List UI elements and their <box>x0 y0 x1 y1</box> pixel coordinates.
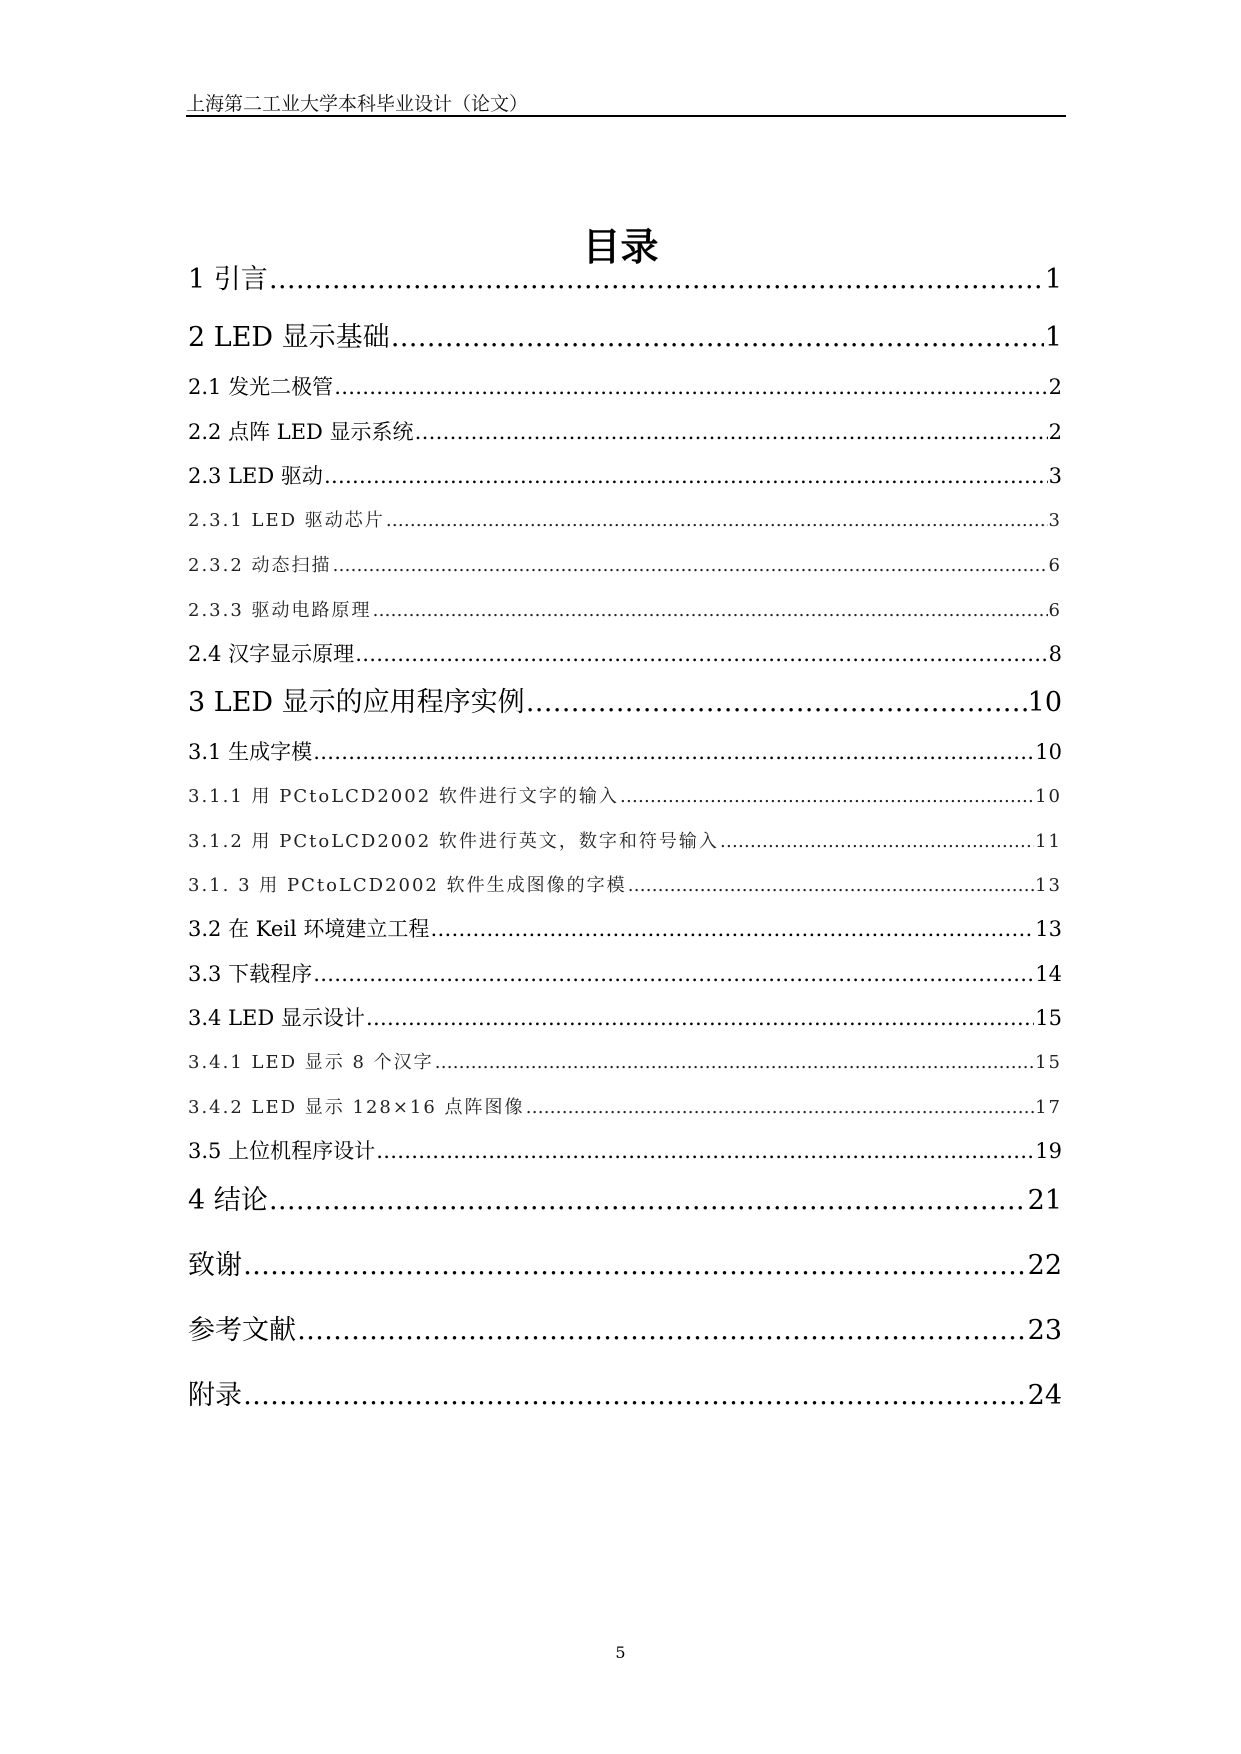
toc-entry-label: 2.3.1 LED 驱动芯片 <box>188 510 385 531</box>
toc-entry-label: 致谢 <box>188 1250 242 1281</box>
toc-entry-page: 6 <box>1048 555 1062 576</box>
toc-entry-page: 14 <box>1035 962 1062 986</box>
toc-leader <box>243 1380 1027 1411</box>
toc-entry-page: 8 <box>1048 642 1062 666</box>
toc-entry-label: 参考文献 <box>188 1315 296 1346</box>
toc-entry[interactable] <box>188 736 1062 766</box>
toc-entry[interactable] <box>188 1135 1062 1165</box>
toc-entry[interactable] <box>188 1048 1062 1074</box>
toc-entry-page: 21 <box>1027 1185 1062 1216</box>
toc-leader <box>269 264 1044 295</box>
toc-entry[interactable] <box>188 1243 1062 1282</box>
toc-leader <box>297 1315 1027 1346</box>
toc-entry-page: 3 <box>1048 510 1062 531</box>
toc-entry[interactable] <box>188 638 1062 668</box>
toc-entry-page: 3 <box>1048 464 1062 488</box>
toc-entry-page: 23 <box>1027 1315 1062 1346</box>
toc-leader <box>269 1185 1027 1216</box>
toc-entry-label: 2.2 点阵 LED 显示系统 <box>188 420 414 444</box>
page-number: 5 <box>615 1643 626 1662</box>
toc-entry-page: 13 <box>1035 917 1062 941</box>
toc-entry-label: 2.1 发光二极管 <box>188 375 334 399</box>
toc-leader <box>366 1006 1034 1030</box>
toc-leader <box>243 1250 1027 1281</box>
toc-entry[interactable] <box>188 551 1062 577</box>
toc-entry-page: 2 <box>1048 420 1062 444</box>
toc-entry[interactable] <box>188 1178 1062 1217</box>
toc-entry[interactable] <box>188 827 1062 853</box>
toc-entry[interactable] <box>188 782 1062 808</box>
toc-entry-page: 10 <box>1035 740 1062 764</box>
toc-entry-label: 3.1.1 用 PCtoLCD2002 软件进行文字的输入 <box>188 786 619 807</box>
toc-leader <box>376 1139 1034 1163</box>
toc-leader <box>391 322 1044 353</box>
toc-leader <box>313 740 1034 764</box>
toc-entry[interactable] <box>188 506 1062 532</box>
toc-entry-page: 10 <box>1027 687 1062 718</box>
toc-entry-page: 15 <box>1035 1006 1062 1030</box>
header-rule <box>186 115 1066 117</box>
toc-entry-label: 3 LED 显示的应用程序实例 <box>188 687 525 718</box>
running-header: 上海第二工业大学本科毕业设计（论文） <box>186 93 529 115</box>
toc-entry-label: 3.2 在 Keil 环境建立工程 <box>188 917 430 941</box>
toc-entry[interactable] <box>188 1002 1062 1032</box>
toc-leader <box>355 642 1048 666</box>
toc-leader <box>435 1052 1034 1073</box>
page-title: 目录 <box>582 225 659 269</box>
toc-entry[interactable] <box>188 416 1062 446</box>
toc-entry[interactable] <box>188 680 1062 719</box>
toc-entry-label: 3.3 下载程序 <box>188 962 313 986</box>
toc-entry[interactable] <box>188 315 1062 354</box>
toc-entry-page: 19 <box>1035 1139 1062 1163</box>
toc-leader <box>334 375 1048 399</box>
toc-leader <box>415 420 1048 444</box>
toc-entry-label: 2.3 LED 驱动 <box>188 464 323 488</box>
toc-leader <box>628 875 1034 896</box>
toc-entry-label: 2.3.2 动态扫描 <box>188 555 332 576</box>
toc-entry-label: 3.4.2 LED 显示 128×16 点阵图像 <box>188 1097 525 1118</box>
toc-entry[interactable] <box>188 913 1062 943</box>
toc-entry-label: 3.5 上位机程序设计 <box>188 1139 376 1163</box>
toc-entry-page: 2 <box>1048 375 1062 399</box>
toc-entry[interactable] <box>188 596 1062 622</box>
toc-entry[interactable] <box>188 958 1062 988</box>
toc-entry-label: 3.1.2 用 PCtoLCD2002 软件进行英文，数字和符号输入 <box>188 831 719 852</box>
toc-entry-label: 3.4 LED 显示设计 <box>188 1006 365 1030</box>
toc-entry[interactable] <box>188 1373 1062 1412</box>
toc-entry-label: 2.4 汉字显示原理 <box>188 642 355 666</box>
toc-leader <box>720 831 1034 852</box>
toc-entry-page: 11 <box>1035 831 1062 852</box>
toc-entry-page: 15 <box>1035 1052 1062 1073</box>
toc-entry-page: 6 <box>1048 600 1062 621</box>
toc-entry[interactable] <box>188 871 1062 897</box>
toc-entry-label: 3.4.1 LED 显示 8 个汉字 <box>188 1052 434 1073</box>
toc-entry-page: 1 <box>1044 264 1062 295</box>
toc-entry[interactable] <box>188 371 1062 401</box>
toc-entry-page: 13 <box>1035 875 1062 896</box>
toc-entry-label: 3.1 生成字模 <box>188 740 313 764</box>
toc-entry-page: 22 <box>1027 1250 1062 1281</box>
toc-entry-page: 17 <box>1035 1097 1062 1118</box>
toc-entry-label: 1 引言 <box>188 264 268 295</box>
toc-leader <box>386 510 1048 531</box>
toc-leader <box>373 600 1048 621</box>
toc-entry-label: 附录 <box>188 1380 242 1411</box>
toc-leader <box>526 1097 1035 1118</box>
toc-entry-page: 10 <box>1035 786 1062 807</box>
toc-entry[interactable] <box>188 1308 1062 1347</box>
toc-entry-label: 3.1. 3 用 PCtoLCD2002 软件生成图像的字模 <box>188 875 627 896</box>
toc-leader <box>430 917 1034 941</box>
toc-leader <box>313 962 1034 986</box>
toc-entry-page: 1 <box>1044 322 1062 353</box>
toc-entry-label: 4 结论 <box>188 1185 268 1216</box>
toc-entry-label: 2 LED 显示基础 <box>188 322 390 353</box>
toc-leader <box>324 464 1048 488</box>
toc-entry[interactable] <box>188 257 1062 296</box>
toc-entry-page: 24 <box>1027 1380 1062 1411</box>
toc-leader <box>526 687 1027 718</box>
toc-entry[interactable] <box>188 460 1062 490</box>
toc-leader <box>620 786 1034 807</box>
toc-entry-label: 2.3.3 驱动电路原理 <box>188 600 372 621</box>
toc-leader <box>333 555 1048 576</box>
toc-entry[interactable] <box>188 1093 1062 1119</box>
